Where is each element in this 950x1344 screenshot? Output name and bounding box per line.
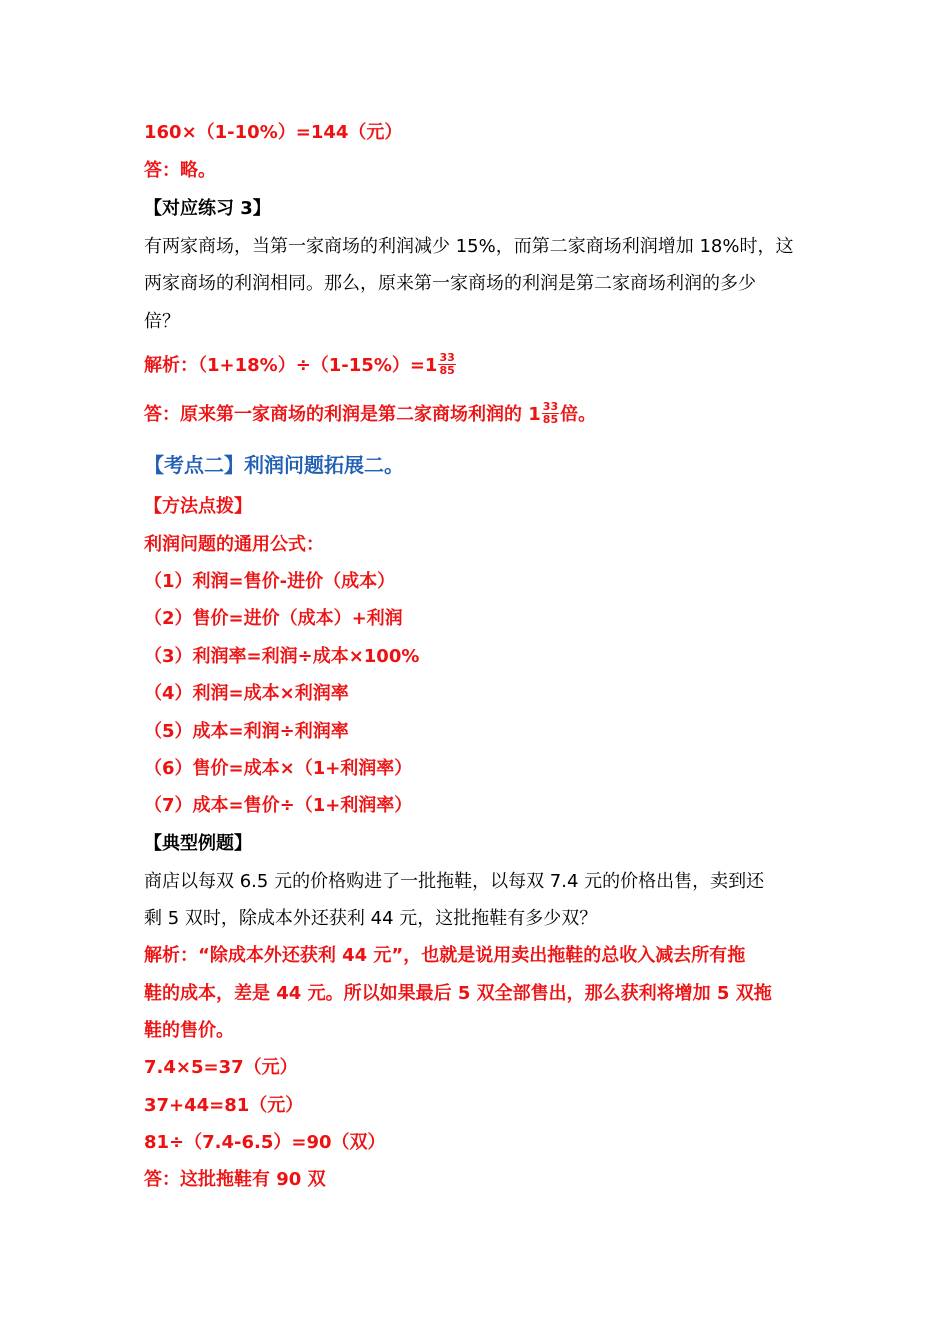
solution-fraction <box>438 352 455 377</box>
answer-suffix: 倍。 <box>560 404 597 425</box>
formula-1: （1）利润=售价-进价（成本） <box>144 571 396 592</box>
example-title: 【典型例题】 <box>144 833 252 854</box>
practice-3-title: 【对应练习 3】 <box>144 198 271 219</box>
formula-6: （6）售价=成本×（1+利润率） <box>144 758 413 779</box>
fraction-denominator: 85 <box>439 363 455 377</box>
example-solution-2: 鞋的成本，差是 44 元。所以如果最后 5 双全部售出，那么获利将增加 5 双拖 <box>144 983 772 1004</box>
formula-2: （2）售价=进价（成本）+利润 <box>144 608 403 629</box>
section-heading-point-2: 【考点二】利润问题拓展二。 <box>144 453 404 477</box>
answer-brief: 答：略。 <box>144 160 216 181</box>
answer-text: 答：原来第一家商场的利润是第二家商场利润的 1 <box>144 404 541 425</box>
answer-fraction <box>542 401 559 426</box>
formula-3: （3）利润率=利润÷成本×100% <box>144 646 420 667</box>
calc-step-3: 81÷（7.4-6.5）=90（双） <box>144 1132 386 1153</box>
calc-step-1: 7.4×5=37（元） <box>144 1057 298 1078</box>
example-solution-1: 解析：“除成本外还获利 44 元”，也就是说用卖出拖鞋的总收入减去所有拖 <box>144 945 746 966</box>
calc-line-160: 160×（1-10%）=144（元） <box>144 122 403 143</box>
formula-4: （4）利润=成本×利润率 <box>144 683 349 704</box>
formula-intro: 利润问题的通用公式： <box>144 534 324 555</box>
example-text-1: 商店以每双 6.5 元的价格购进了一批拖鞋，以每双 7.4 元的价格出售，卖到还 <box>144 871 765 892</box>
practice-3-answer <box>144 399 597 428</box>
practice-3-text-1: 有两家商场，当第一家商场的利润减少 15%，而第二家商场利润增加 18%时，这 <box>144 236 794 257</box>
example-answer: 答：这批拖鞋有 90 双 <box>144 1169 326 1190</box>
fraction-denominator: 85 <box>542 412 559 426</box>
fraction-numerator: 33 <box>542 399 559 413</box>
example-solution-3: 鞋的售价。 <box>144 1020 234 1041</box>
formula-7: （7）成本=售价÷（1+利润率） <box>144 795 413 816</box>
solution-expression: 解析：（1+18%）÷（1-15%）=1 <box>144 355 438 376</box>
practice-3-text-2: 两家商场的利润相同。那么，原来第一家商场的利润是第二家商场利润的多少 <box>144 273 756 294</box>
practice-3-text-3: 倍？ <box>144 311 180 332</box>
calc-step-2: 37+44=81（元） <box>144 1095 304 1116</box>
example-text-2: 剩 5 双时，除成本外还获利 44 元，这批拖鞋有多少双？ <box>144 908 598 929</box>
fraction-numerator: 33 <box>439 350 455 364</box>
formula-5: （5）成本=利润÷利润率 <box>144 721 349 742</box>
practice-3-solution <box>144 350 457 379</box>
method-title: 【方法点拨】 <box>144 496 252 517</box>
